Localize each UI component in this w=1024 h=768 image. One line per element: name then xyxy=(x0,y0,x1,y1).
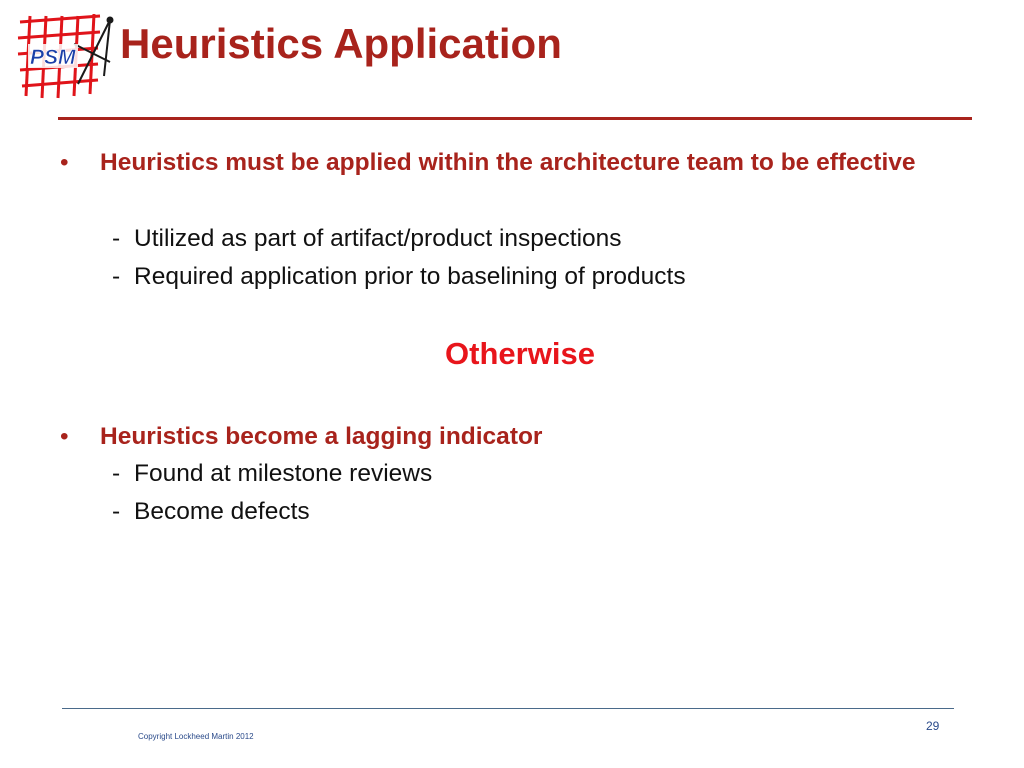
sub-bullet-text: Found at milestone reviews xyxy=(134,460,433,487)
footer-divider xyxy=(62,708,954,709)
sub-bullet-item xyxy=(112,258,686,296)
dash-marker: - xyxy=(112,263,121,290)
sub-bullet-item xyxy=(112,455,432,493)
bullet-marker: • xyxy=(60,149,69,176)
bullet-text: Heuristics become a lagging indicator xyxy=(100,423,543,450)
dash-marker: - xyxy=(112,498,121,525)
sub-bullet-item xyxy=(112,220,622,258)
copyright-notice: Copyright Lockheed Martin 2012 xyxy=(138,732,254,741)
page-title: Heuristics Application xyxy=(120,20,562,67)
logo-text: PSM xyxy=(30,46,76,69)
bullet-text: Heuristics must be applied within the architecture team to be effective xyxy=(100,149,916,176)
psm-logo xyxy=(14,14,114,100)
sub-bullet-text: Required application prior to baselining of products xyxy=(134,263,686,290)
bullet-marker: • xyxy=(60,423,69,450)
sub-bullet-item xyxy=(112,493,310,531)
dash-marker: - xyxy=(112,460,121,487)
bullet-item xyxy=(60,418,960,456)
sub-bullet-text: Utilized as part of artifact/product inspections xyxy=(134,225,622,252)
otherwise-heading: Otherwise xyxy=(445,336,595,371)
bullet-item xyxy=(60,144,960,182)
dash-marker: - xyxy=(112,225,121,252)
title-divider xyxy=(58,117,972,120)
psm-logo-graphic xyxy=(14,14,114,100)
page-number: 29 xyxy=(926,719,940,733)
sub-bullet-text: Become defects xyxy=(134,498,310,525)
